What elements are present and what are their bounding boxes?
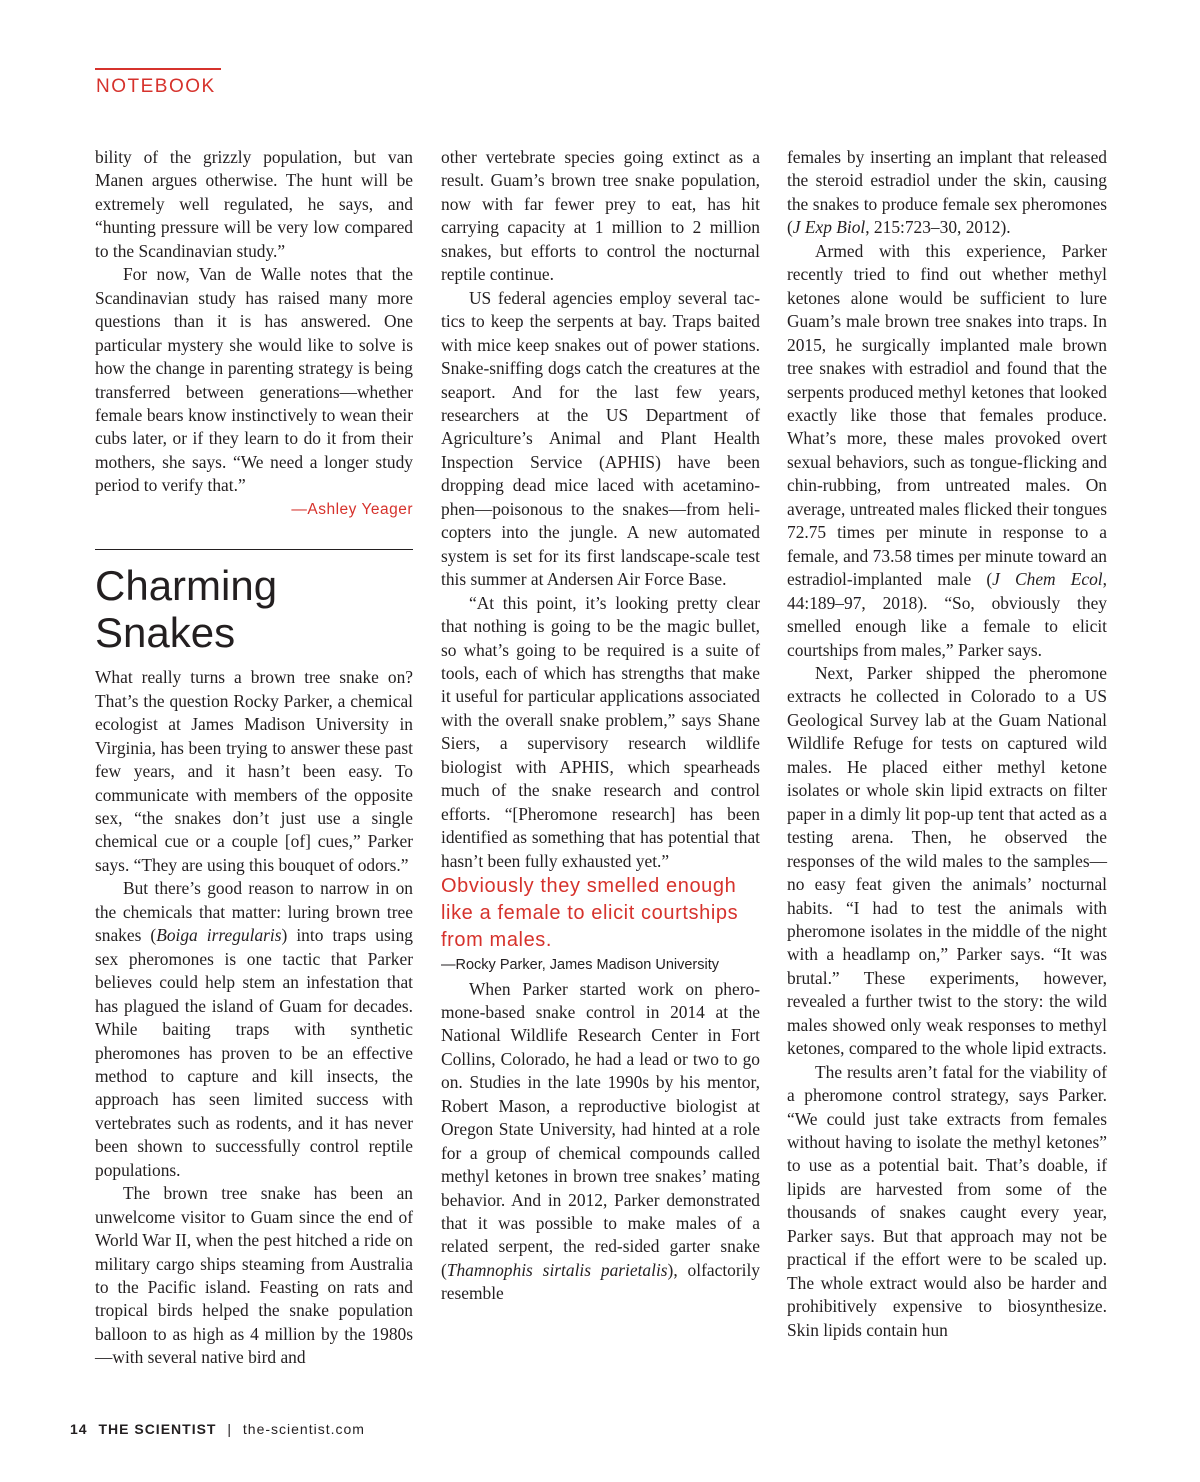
journal-citation: J Exp Biol: [792, 217, 866, 238]
species-name: Thamnophis sirtalis parietalis: [446, 1259, 668, 1280]
pull-quote: Obviously they smelled enough like a female to elicit courtships from males.: [441, 875, 739, 952]
headline-line-1: Charming: [95, 562, 278, 610]
divider: [95, 549, 413, 550]
column-1: [95, 146, 413, 1370]
paragraph: The brown tree snake has been an unwelcome visitor to Guam since the end of World War II, when the pest hitched a ride on military cargo ships steaming from Australia to the Pacific island. Feasting on rats and tropical birds helped the snake population balloon to as high as 4 million by the 1980s—with several native bird and: [95, 1183, 413, 1368]
section-label: NOTEBOOK: [96, 76, 216, 97]
publication-name: THE SCIENTIST: [98, 1421, 217, 1437]
page-number: 14: [70, 1421, 88, 1437]
footer-separator: |: [227, 1421, 233, 1437]
page-footer: [70, 1421, 365, 1437]
journal-citation: J Chem Ecol: [992, 569, 1103, 590]
paragraph: US federal agencies employ several tactics to keep the serpents at bay. Traps baited with mice keep snakes out of power stations. Snake-sniffing dogs catch the creatures at the seaport. And for the last few years, researchers at the US Department of Agriculture’s Animal and Plant Health Inspection Service (APHIS) have been dropping dead mice laced with acetaminophen—poisonous to the snakes—from helicopters into the jungle. A new automated system is set for its first landscape-scale test this summer at Andersen Air Force Base.: [441, 287, 760, 590]
paragraph: “At this point, it’s looking pretty clear that nothing is going to be the magic bullet, so what’s going to be required is a suite of tools, each of which has strengths that make it useful for particular applications associated with the overall snake problem,” says Shane Siers, a supervisory research wildlife biologist with APHIS, which spearheads much of the snake research and control efforts. “[Pheromone research] has been identified as something that has potential that hasn’t been fully exhausted yet.”: [441, 592, 760, 871]
species-name: Boiga irregularis: [156, 925, 282, 946]
paragraph: What really turns a brown tree snake on? That’s the question Rocky Parker, a chemical ecologist at James Madison University in Virginia, has been trying to answer these past few years, and it hasn’t been easy. To communicate with members of the opposite sex, “the snakes don’t just use a single chemical cue or a couple [of] cues,” Parker says. “They are using this bouquet of odors.”: [95, 667, 413, 875]
byline: —Ashley Yeager: [291, 500, 413, 518]
headline-line-2: Snakes: [95, 609, 236, 657]
paragraph: other vertebrate species going extinct as a result. Guam’s brown tree snake population, now with far fewer prey to eat, has hit carrying capacity at 1 million to 2 million snakes, but efforts to control the nocturnal reptile continue.: [441, 147, 760, 285]
paragraph: bility of the grizzly population, but van Manen argues otherwise. The hunt will be extremely well regulated, he says, and “hunting pressure will be very low compared to the Scandinavian study.”: [95, 147, 413, 261]
website-link[interactable]: the-scientist.com: [242, 1421, 365, 1437]
section-rule: [95, 68, 221, 70]
article-headline: [95, 562, 413, 656]
paragraph: females by inserting an implant that released the steroid estradiol under the skin, causing the snakes to produce female sex pheromones (J Exp Biol, 215:723–30, 2012).: [787, 147, 1107, 238]
column-3: [787, 146, 1107, 1342]
pull-quote-attribution: —Rocky Parker, James Madison University: [441, 957, 719, 974]
paragraph: When Parker started work on pheromone-based snake control in 2014 at the National Wildlife Research Center in Fort Collins, Colorado, he had a lead or two to go on. Studies in the late 1990s by his mentor, Robert Mason, a reproductive biologist at Oregon State University, had hinted at a role for a group of chemical compounds called methyl ketones in brown tree snakes’ mating behavior. And in 2012, Parker demonstrated that it was possible to make males of a related serpent, the red-sided garter snake (Thamnophis sirtalis parietalis), olfactorily resemble: [441, 978, 760, 1304]
paragraph: For now, Van de Walle notes that the Scandinavian study has raised many more questions than it is has answered. One particular mystery she would like to solve is how the change in parenting strategy is being transferred between generations—whether female bears know instinctively to wean their cubs later, or if they learn to do it from their mothers, she says. “We need a longer study period to verify that.”: [95, 264, 413, 496]
paragraph: Armed with this experience, Parker recently tried to find out whether methyl ketones alone would be sufficient to lure Guam’s male brown tree snakes into traps. In 2015, he surgically implanted male brown tree snakes with estradiol and found that the serpents produced methyl ketones that looked exactly like those that females produce. What’s more, these males provoked overt sexual behaviors, such as tongue-flicking and chin-rubbing, from untreated males. On average, untreated males flicked their tongues 72.75 times per minute in response to a female, and 73.58 times per minute toward an estradiol-implanted male (J Chem Ecol, 44:189–97, 2018). “So, obviously they smelled enough like a female to elicit courtships from males,” Parker says.: [787, 240, 1107, 660]
paragraph: The results aren’t fatal for the viability of a pheromone control strategy, says Parker. “We could just take extracts from females without having to isolate the methyl ketones” to use as a potential bait. That’s doable, if lipids are harvested from some of the thousands of snakes caught every year, Parker says. But that approach may not be practical if the effort were to be scaled up. The whole extract would also be harder and prohibitively expensive to biosynthesize. Skin lipids contain hun: [787, 1061, 1107, 1340]
paragraph: Next, Parker shipped the pheromone extracts he collected in Colorado to a US Geological Survey lab at the Guam National Wildlife Refuge for tests on captured wild males. He placed either methyl ketone isolates or whole skin lipid extracts on filter paper in a dimly lit pop-up tent that acted as a testing arena. Then, he observed the responses of the wild males to the samples—no easy feat given the animals’ nocturnal habits. “I had to test the animals with pheromone isolates in the middle of the night with a headlamp on,” Parker says. “It was brutal.” These experiments, however, revealed a further twist to the story: the wild males showed only weak responses to methyl ketones, compared to the whole lipid extracts.: [787, 662, 1107, 1059]
column-2: [441, 146, 760, 1306]
paragraph: But there’s good reason to narrow in on the chemicals that matter: luring brown tree snakes (Boiga irregularis) into traps using sex pheromones is one tactic that Parker believes could help stem an infestation that has plagued the island of Guam for decades. While baiting traps with synthetic pheromones has proven to be an effective method to capture and kill insects, the approach has seen limited success with vertebrates such as rodents, and it has never been shown to successfully control reptile populations.: [95, 878, 413, 1180]
